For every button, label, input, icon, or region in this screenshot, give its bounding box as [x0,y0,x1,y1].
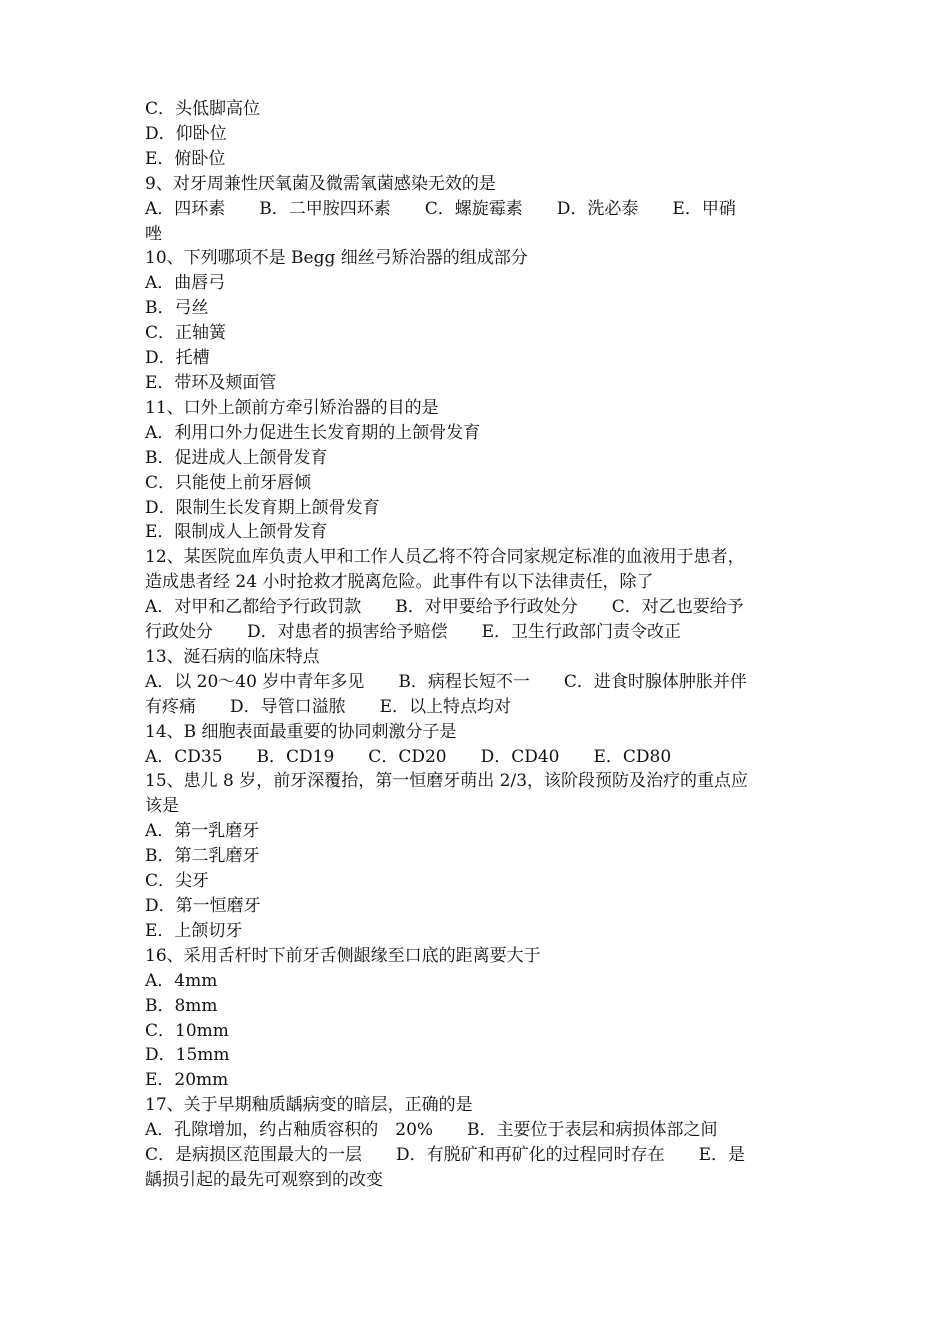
text-line: A．第一乳磨牙 [145,821,260,842]
text-line: A．曲唇弓 [145,273,226,294]
text-line: A．利用口外力促进生长发育期的上颌骨发育 [145,422,481,443]
text-line: 17、关于早期釉质龋病变的暗层，正确的是 [145,1095,473,1116]
text-line: C．是病损区范围最大的一层 D．有脱矿和再矿化的过程同时存在 E．是 [145,1145,746,1166]
text-line: A．以 20～40 岁中青年多见 B．病程长短不一 C．进食时腺体肿胀并伴 [145,671,747,692]
text-line: D．仰卧位 [145,123,227,144]
text-line: 12、某医院血库负责人甲和工作人员乙将不符合同家规定标准的血液用于患者， [145,547,745,568]
text-line: C．10mm [145,1020,229,1041]
text-line: A．4mm [145,970,218,991]
text-line: E．俯卧位 [145,148,226,169]
text-line: D．15mm [145,1045,230,1066]
text-line: 11、口外上颌前方牵引矫治器的目的是 [145,397,439,418]
text-line: E．限制成人上颌骨发育 [145,522,328,543]
text-line: D．第一恒磨牙 [145,896,261,916]
text-line: 13、涎石病的临床特点 [145,646,320,667]
text-line: A．对甲和乙都给予行政罚款 B．对甲要给予行政处分 C．对乙也要给予 [145,597,744,618]
text-line: B．促进成人上颌骨发育 [145,447,328,468]
text-line: 唑 [145,223,162,244]
text-line: 15、患儿 8 岁，前牙深覆抬，第一恒磨牙萌出 2/3，该阶段预防及治疗的重点应 [145,771,749,792]
text-line: 16、采用舌杆时下前牙舌侧龈缘至口底的距离要大于 [145,945,541,966]
text-line: A．CD35 B．CD19 C．CD20 D．CD40 E．CD80 [145,746,672,767]
text-line: 14、B 细胞表面最重要的协同刺激分子是 [145,721,457,742]
text-line: D．托槽 [145,348,210,369]
text-line: 有疼痛 D．导管口溢脓 E．以上特点均对 [145,696,512,717]
text-line: C．尖牙 [145,871,210,892]
text-line: D．限制生长发育期上颌骨发育 [145,497,380,518]
text-line: E．20mm [145,1070,229,1091]
document-page [145,97,807,1193]
text-line: B．弓丝 [145,298,209,319]
text-line: B．第二乳磨牙 [145,846,260,867]
text-line: C．只能使上前牙唇倾 [145,472,312,493]
text-line: E．上颌切牙 [145,920,243,941]
text-line: 行政处分 D．对患者的损害给予赔偿 E．卫生行政部门责令改正 [145,622,682,643]
text-line: C．头低脚高位 [145,99,261,119]
text-line: A．四环素 B．二甲胺四环素 C．螺旋霉素 D．洗必泰 E．甲硝 [145,198,736,219]
text-line: 10、下列哪项不是 Begg 细丝弓矫治器的组成部分 [145,248,528,269]
text-line: E．带环及颊面管 [145,372,277,393]
text-line: B．8mm [145,995,218,1016]
text-line: 龋损引起的最先可观察到的改变 [145,1169,383,1190]
text-line: A．孔隙增加，约占釉质容积的 20% B．主要位于表层和病损体部之间 [145,1120,718,1141]
text-line: C．正轴簧 [145,323,227,344]
text-line: 造成患者经 24 小时抢救才脱离危险。此事件有以下法律责任，除了 [145,572,654,593]
text-line: 9、对牙周兼性厌氧菌及微需氧菌感染无效的是 [145,173,496,194]
text-line: 该是 [145,796,179,817]
